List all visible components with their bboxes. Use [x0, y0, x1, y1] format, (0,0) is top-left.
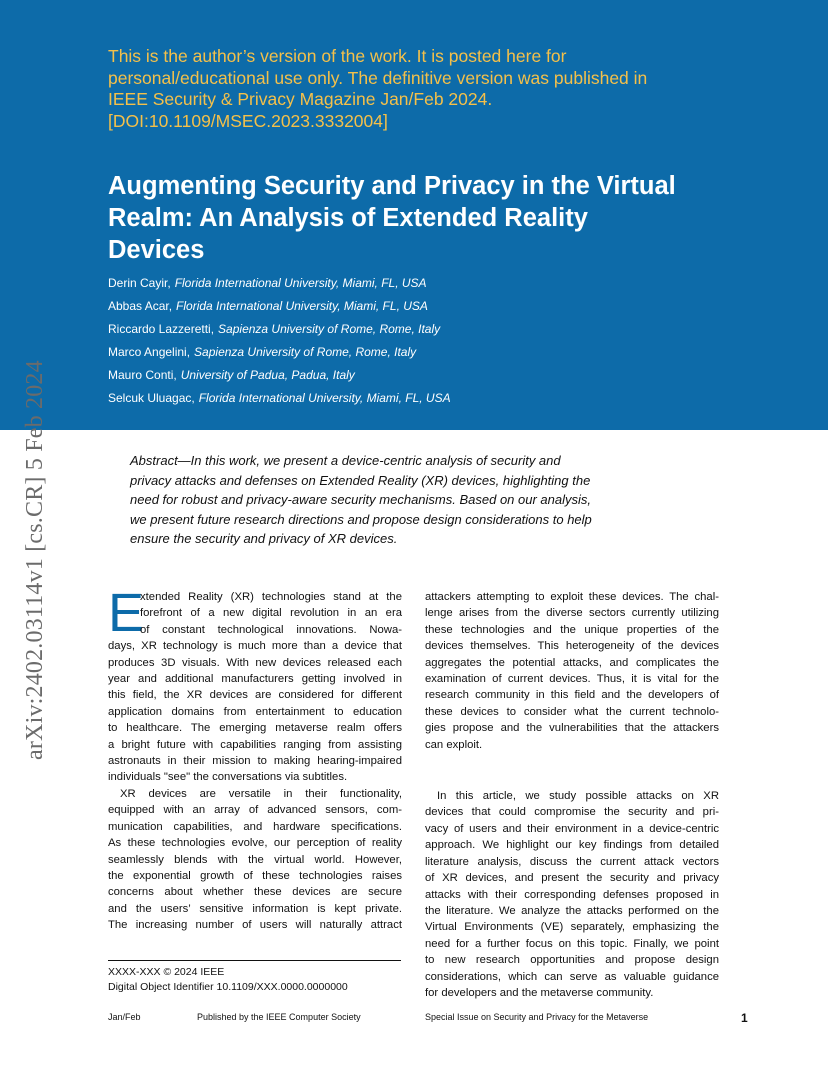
body-line: vacy of users and their environment in a device-centric: [425, 822, 719, 835]
notice-line: IEEE Security & Privacy Magazine Jan/Feb 2024.: [108, 89, 493, 109]
abstract-line: ensure the security and privacy of XR devices.: [130, 531, 398, 546]
body-column-left: [108, 589, 402, 934]
author-affiliation: Florida International University, Miami, FL, USA: [198, 391, 451, 405]
body-line: this field, the XR devices are considered for different: [108, 689, 402, 702]
notice-line: personal/educational use only. The definitive version was published in: [108, 67, 648, 88]
body-line: attackers attempting to exploit these devices. The chal-: [425, 591, 719, 603]
body-line: Virtual Environments (VE) separately, emphasizing the: [425, 921, 719, 934]
body-line: these technologies and the unique properties of the: [425, 623, 719, 636]
footer-publisher: Published by the IEEE Computer Society: [197, 1012, 361, 1022]
body-line: can exploit.: [425, 738, 483, 751]
drop-cap-letter: E: [108, 583, 145, 643]
body-line: for developers and the metaverse community.: [425, 986, 654, 999]
body-line: xtended Reality (XR) technologies stand at the: [140, 591, 402, 603]
body-line: seamlessly blends with the virtual world. However,: [108, 853, 402, 866]
body-line: attacks with their corresponding defenses proposed in: [425, 888, 719, 901]
body-line: examination of current devices. Thus, it is vital for the: [425, 673, 719, 686]
author-entry: [108, 366, 451, 389]
body-line: individuals "see" the conversations via subtitles.: [108, 771, 348, 784]
doi-text: Digital Object Identifier 10.1109/XXX.0000.0000000: [108, 981, 348, 993]
copyright-footnote: [108, 965, 348, 995]
author-entry: [108, 343, 451, 366]
body-line: these devices to consider what the current technolo-: [425, 705, 719, 718]
body-line: literature analysis, discuss the current attack vectors: [425, 855, 719, 868]
body-line: The increasing number of users will naturally attract: [108, 919, 402, 932]
body-line: a bright future with capabilities ranging from assisting: [108, 738, 402, 751]
copyright-text: XXXX-XXX © 2024 IEEE: [108, 966, 225, 978]
body-line: of XR devices, and present the security and privacy: [425, 872, 719, 885]
body-line: approach. We highlight our key findings from detailed: [425, 839, 719, 852]
body-line: aggregates the potential attacks, and complicates the: [425, 656, 719, 669]
footer-issue: Jan/Feb: [108, 1012, 141, 1022]
author-name: Riccardo Lazzeretti,: [108, 322, 215, 336]
body-line: year and additional manufacturers getting involved in: [108, 673, 402, 686]
abstract-line: Abstract—In this work, we present a device-centric analysis of security and: [130, 453, 561, 468]
author-affiliation: Sapienza University of Rome, Rome, Italy: [194, 345, 417, 359]
abstract-line: we present future research directions and propose design considerations to help: [130, 511, 592, 527]
title-line: Devices: [108, 236, 205, 264]
body-line: XR devices are versatile in their functionality,: [120, 787, 402, 800]
body-line: application domains from entertainment to education: [108, 705, 402, 718]
body-line: produces 3D visuals. With new devices released each: [108, 656, 402, 669]
body-line: considerations, which can serve as valuable guidance: [425, 970, 719, 983]
body-line: concerns about whether these devices are secure: [108, 886, 402, 899]
body-column-right: [425, 589, 719, 1001]
paper-title: [108, 170, 748, 266]
body-line: forefront of a new digital revolution in an era: [140, 607, 402, 620]
title-line: Augmenting Security and Privacy in the Virtual: [108, 172, 676, 200]
author-entry: [108, 389, 451, 412]
body-line: lenge arises from the diverse sectors currently utilizing: [425, 607, 719, 620]
author-list: [108, 274, 451, 412]
footer-special-issue: Special Issue on Security and Privacy for the Metaverse: [425, 1012, 649, 1022]
header-banner: [0, 0, 828, 430]
author-name: Marco Angelini,: [108, 345, 191, 359]
body-line: and the users’ sensitive information is kept private.: [108, 902, 402, 915]
footnote-rule: [108, 960, 401, 961]
author-name: Selcuk Uluagac,: [108, 391, 195, 405]
body-line: equipped with an array of advanced sensors, com-: [108, 804, 402, 817]
body-line: to healthcare. The emerging metaverse realm offers: [108, 722, 402, 735]
author-entry: [108, 297, 451, 320]
body-line: astronauts in their mission to making hearing-impaired: [108, 755, 402, 768]
body-line: the literature. We analyze the attacks performed on the: [425, 904, 719, 917]
body-line: munication capabilities, and hardware specifications.: [108, 820, 402, 833]
body-line: need for a further focus on this topic. Finally, we point: [425, 937, 719, 950]
body-line: devices that could compromise the security and pri-: [425, 806, 719, 819]
author-entry: [108, 274, 451, 297]
body-line: to new research opportunities and propose design: [425, 954, 719, 967]
author-name: Mauro Conti,: [108, 368, 177, 382]
body-line: of constant technological innovations. Nowa-: [140, 623, 402, 636]
body-line: days, XR technology is much more than a device that: [108, 640, 402, 653]
body-line: gies propose and the vulnerabilities that the attackers: [425, 722, 719, 735]
notice-line: This is the author’s version of the work. It is posted here for: [108, 46, 567, 66]
abstract-line: need for robust and privacy-aware security mechanisms. Based on our analysis,: [130, 492, 591, 507]
title-line: Realm: An Analysis of Extended Reality: [108, 204, 588, 232]
notice-line: [DOI:10.1109/MSEC.2023.3332004]: [108, 110, 388, 131]
body-line: As these technologies evolve, our perception of reality: [108, 837, 402, 850]
author-affiliation: Sapienza University of Rome, Rome, Italy: [218, 322, 441, 336]
body-line: the exponential growth of these technologies raises: [108, 869, 402, 882]
author-name: Derin Cayir,: [108, 276, 171, 290]
body-line: In this article, we study possible attacks on XR: [437, 790, 719, 803]
arxiv-identifier-stamp[interactable]: arXiv:2402.03114v1 [cs.CR] 5 Feb 2024: [22, 360, 48, 760]
author-affiliation: University of Padua, Padua, Italy: [180, 368, 355, 382]
abstract-line: privacy attacks and defenses on Extended Reality (XR) devices, highlighting the: [130, 472, 591, 488]
abstract: [130, 451, 630, 549]
author-name: Abbas Acar,: [108, 299, 173, 313]
author-version-notice: [108, 46, 728, 132]
body-line: devices themselves. This heterogeneity of the devices: [425, 640, 719, 653]
page-number: 1: [741, 1011, 748, 1025]
author-entry: [108, 320, 451, 343]
body-line: research community in this field and the developers of: [425, 689, 719, 702]
paragraph-gap: [425, 753, 719, 788]
author-affiliation: Florida International University, Miami, FL, USA: [176, 299, 428, 313]
author-affiliation: Florida International University, Miami, FL, USA: [174, 276, 427, 290]
